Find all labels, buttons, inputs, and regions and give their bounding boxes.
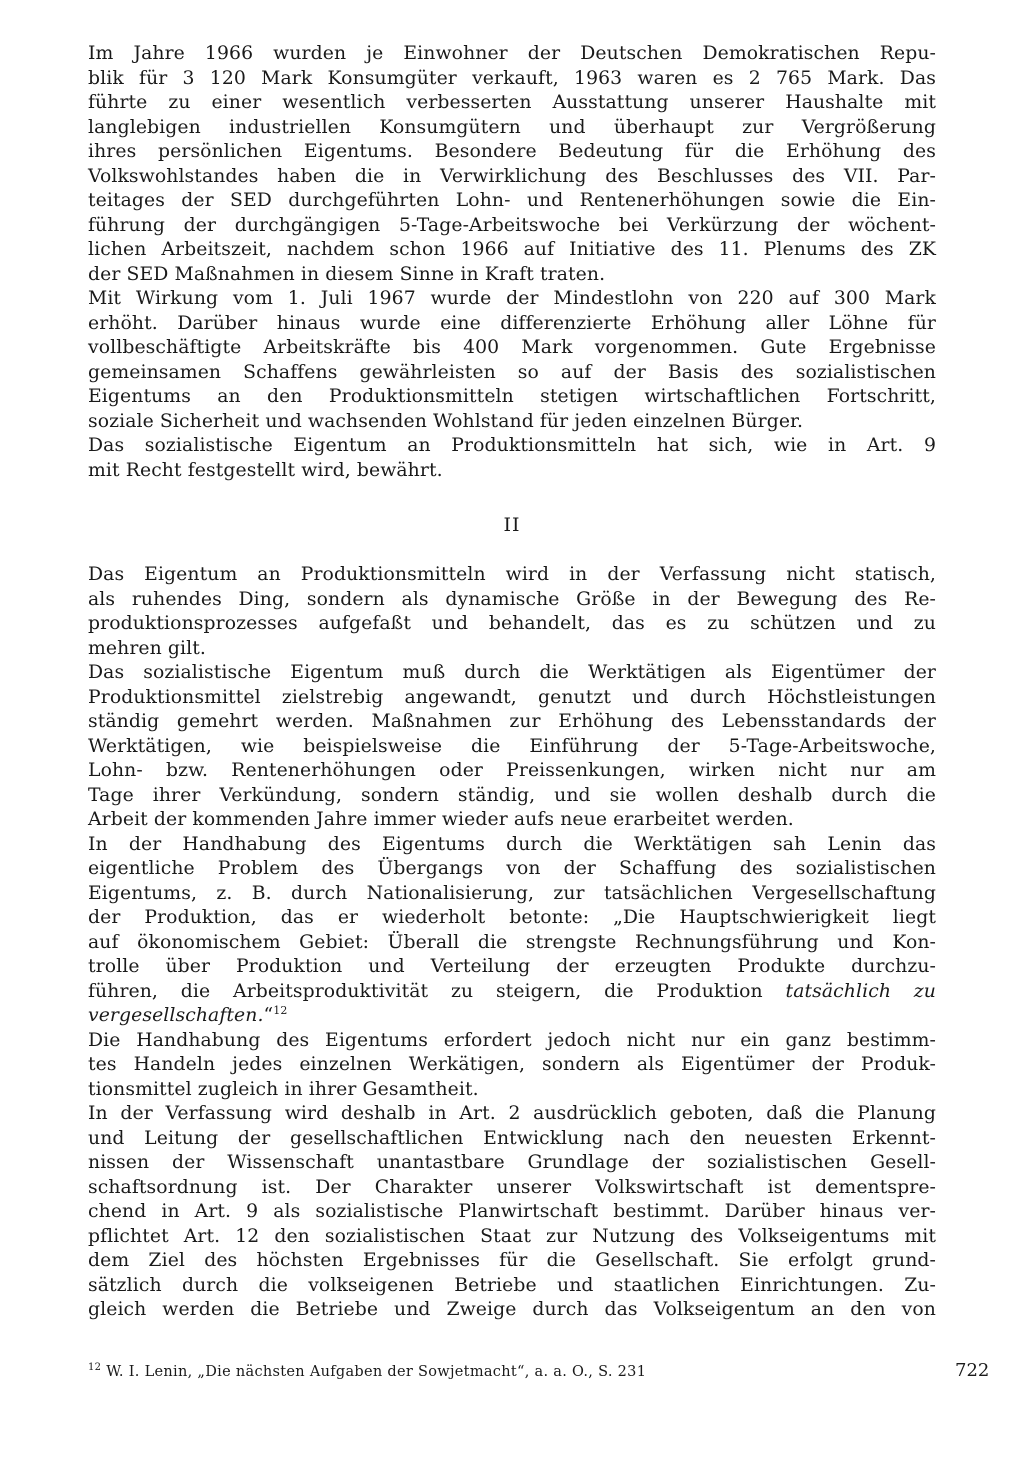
text-line: der Produktion, das er wiederholt betonte: „Die Hauptschwierigkeit liegt [88,907,936,928]
footnote-reference: 12 [273,1004,288,1017]
text-line: pflichtet Art. 12 den sozialistischen Staat zur Nutzung des Volkseigentums mit [88,1225,936,1247]
paragraph [88,1102,936,1323]
text-line: Das sozialistische Eigentum an Produktionsmitteln hat sich, wie in Art. 9 [88,435,936,456]
emphasis-text: vergesellschaften. [88,1005,264,1026]
text-line: mehren gilt. [88,637,206,659]
text-line: Volkswohlstandes haben die in Verwirklichung des Beschlusses des VII. Par- [88,165,936,187]
text-line: Tage ihrer Verkündung, sondern ständig, und sie wollen deshalb durch die [88,784,936,806]
text-line: Mit Wirkung vom 1. Juli 1967 wurde der Mindestlohn von 220 auf 300 Mark [88,288,936,309]
footnote-text: W. I. Lenin, „Die nächsten Aufgaben der Sowjetmacht“, a. a. O., S. 231 [101,1364,647,1380]
emphasis-text: tatsächlich zu [785,980,937,1002]
footnote-marker: 12 [88,1362,102,1373]
text-line: langlebigen industriellen Konsumgütern und überhaupt zur Vergrößerung [88,116,936,138]
page-number: 722 [955,1360,990,1381]
text-line: lichen Arbeitszeit, nachdem schon 1966 auf Initiative des 11. Plenums des ZK [88,239,936,260]
page-body [88,42,936,1323]
text-line: soziale Sicherheit und wachsenden Wohlstand für jeden einzelnen Bürger. [88,410,804,432]
paragraph [88,661,936,833]
text-line [88,980,936,1005]
paragraph [88,563,936,661]
text-line: Eigentums, z. B. durch Nationalisierung, zur tatsächlichen Vergesellschaftung [88,882,936,904]
text-line: gemeinsamen Schaffens gewährleisten so auf der Basis des sozialistischen [88,361,936,383]
text-line: Das sozialistische Eigentum muß durch die Werktätigen als Eigentümer der [88,662,936,683]
text-fragment: führen, die Arbeitsproduktivität zu steigern, die Produktion [88,980,786,1002]
paragraph [88,287,936,434]
text-line [88,1004,936,1029]
text-line: auf ökonomischem Gebiet: Überall die strengste Rechnungsführung und Kon- [88,931,936,953]
text-line: In der Handhabung des Eigentums durch die Werktätigen sah Lenin das [88,833,936,855]
text-line: sätzlich durch die volkseigenen Betriebe und staatlichen Einrichtungen. Zu- [88,1274,936,1296]
text-line: teitages der SED durchgeführten Lohn- und Rentenerhöhungen sowie die Ein- [88,190,936,211]
text-line: dem Ziel des höchsten Ergebnisses für die Gesellschaft. Sie erfolgt grund- [88,1250,936,1271]
section-heading: II [503,514,521,536]
text-line: schaftsordnung ist. Der Charakter unserer Volkswirtschaft ist dementspre- [88,1176,936,1198]
text-line: Die Handhabung des Eigentums erfordert jedoch nicht nur ein ganz bestimm- [88,1029,936,1051]
text-line: ständig gemehrt werden. Maßnahmen zur Erhöhung des Lebensstandards der [88,711,936,732]
text-line: führte zu einer wesentlich verbesserten Ausstattung unserer Haushalte mit [88,92,936,113]
text-line: erhöht. Darüber hinaus wurde eine differenzierte Erhöhung aller Löhne für [88,312,936,334]
text-line: gleich werden die Betriebe und Zweige durch das Volkseigentum an den von [88,1299,936,1320]
text-line: als ruhendes Ding, sondern als dynamische Größe in der Bewegung des Re- [88,588,936,610]
paragraph [88,42,936,287]
text-line: Produktionsmittel zielstrebig angewandt, genutzt und durch Höchstleistungen [88,686,936,708]
footnote [88,1362,646,1382]
text-line: der SED Maßnahmen in diesem Sinne in Kraft traten. [88,263,606,285]
text-line: chend in Art. 9 als sozialistische Planwirtschaft bestimmt. Darüber hinaus ver- [88,1201,936,1222]
text-line: und Leitung der gesellschaftlichen Entwicklung nach den neuesten Erkennt- [88,1127,936,1149]
paragraph [88,434,936,483]
text-line: nissen der Wissenschaft unantastbare Grundlage der sozialistischen Gesell- [88,1152,936,1173]
text-line: mit Recht festgestellt wird, bewährt. [88,459,443,481]
text-line: blik für 3 120 Mark Konsumgüter verkauft, 1963 waren es 2 765 Mark. Das [88,67,936,89]
text-line: In der Verfassung wird deshalb in Art. 2 ausdrücklich geboten, daß die Planung [88,1103,936,1124]
text-line: Arbeit der kommenden Jahre immer wieder aufs neue erarbeitet werden. [88,809,794,830]
text-line: vollbeschäftigte Arbeitskräfte bis 400 Mark vorgenommen. Gute Ergebnisse [88,337,936,358]
text-line: tes Handeln jedes einzelnen Werkätigen, sondern als Eigentümer der Produk- [88,1054,936,1075]
text-line: Werktätigen, wie beispielsweise die Einführung der 5-Tage-Arbeitswoche, [88,735,936,757]
text-line: Im Jahre 1966 wurden je Einwohner der Deutschen Demokratischen Repu- [88,43,936,64]
paragraph [88,1029,936,1103]
text-line: eigentliche Problem des Übergangs von der Schaffung des sozialistischen [88,858,936,879]
text-line: produktionsprozesses aufgefaßt und behandelt, das es zu schützen und zu [88,613,936,634]
text-line: führung der durchgängigen 5-Tage-Arbeitswoche bei Verkürzung der wöchent- [88,214,936,236]
text-line: trolle über Produktion und Verteilung der erzeugten Produkte durchzu- [88,956,936,977]
text-line: Eigentums an den Produktionsmitteln stetigen wirtschaftlichen Fortschritt, [88,386,936,407]
text-line: Das Eigentum an Produktionsmitteln wird in der Verfassung nicht statisch, [88,564,936,585]
text-line: Lohn- bzw. Rentenerhöhungen oder Preissenkungen, wirken nicht nur am [88,760,936,781]
text-line: tionsmittel zugleich in ihrer Gesamtheit. [88,1078,479,1100]
closing-quote: “ [263,1005,274,1026]
text-line: ihres persönlichen Eigentums. Besondere Bedeutung für die Erhöhung des [88,141,936,162]
paragraph [88,833,936,1029]
